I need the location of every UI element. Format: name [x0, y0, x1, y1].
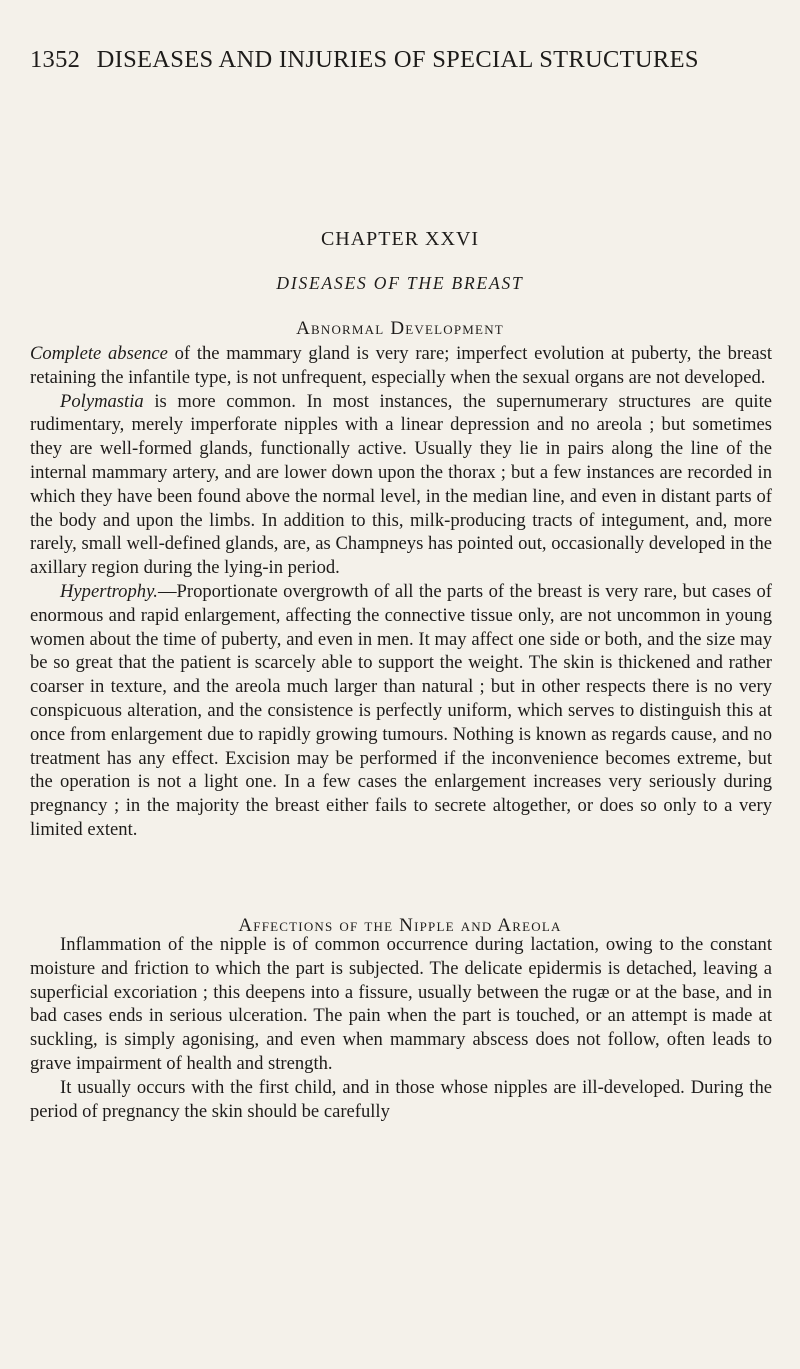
paragraph-polymastia [30, 390, 772, 580]
paragraph-text: of the mammary gland is very rare; imperfect evolution at puberty, the breast retaining the infantile type, is not unfrequent, especially when the sexual organs are not developed. [30, 343, 773, 388]
section-heading-abnormal-development: Abnormal Development [296, 318, 504, 339]
running-title: DISEASES AND INJURIES OF SPECIAL STRUCTURES [96, 46, 699, 73]
paragraph-text: is more common. In most instances, the supernumerary structures are quite rudimentary, merely imperforate nipples with a linear depression and no areola ; but sometimes they are well-formed glands, functionally active. Usually they lie in pairs along the line of the internal mammary artery, and are lower down upon the thorax ; but a few instances are recorded in which they have been found above the normal level, in the median line, and even in distant parts of the body and upon the limbs. In addition to this, milk-producing tracts of integument, and, more rarely, small well-defined glands, are, as Champneys has pointed out, occasionally developed in the axillary region during the lying-in period. [30, 390, 772, 579]
paragraph-text: —Proportionate overgrowth of all the parts of the breast is very rare, but cases of enormous and rapid enlargement, affecting the connective tissue only, are not uncommon in young women about the time of puberty, and even in men. It may affect one side or both, and the size may be so great that the patient is scarcely able to support the weight. The skin is thickened and rather coarser in texture, and the areola much larger than natural ; but in other respects there is no very conspicuous alteration, and the consistence is perfectly uniform, which serves to distinguish this at once from enlargement due to rapidly growing tumours. Nothing is known as regards cause, and no treatment has any effect. Excision may be performed if the inconvenience becomes extreme, but the operation is not a light one. In a few cases the enlargement increases very seriously during pregnancy ; in the majority the breast either fails to secrete altogether, or does so only to a very limited extent. [30, 580, 772, 840]
paragraph-text: It usually occurs with the first child, and in those whose nipples are ill-developed. During the period of pregnancy the skin should be carefully [30, 1076, 772, 1122]
chapter-subject: DISEASES OF THE BREAST [276, 273, 524, 293]
chapter-title: CHAPTER XXVI [320, 228, 480, 250]
paragraph-lead-term: Hypertrophy. [60, 580, 158, 602]
section-body-abnormal-development [30, 342, 772, 842]
paragraph-complete-absence [30, 342, 772, 390]
paragraph-lead-term: Complete absence [30, 343, 168, 364]
paragraph-first-child [30, 1076, 772, 1124]
paragraph-lead-term: Polymastia [60, 390, 144, 412]
page-number: 1352 [30, 46, 81, 73]
paragraph-hypertrophy [30, 580, 772, 842]
section-heading-nipple-areola: Affections of the Nipple and Areola [238, 915, 562, 936]
running-header [30, 46, 772, 74]
paragraph-text: Inflammation of the nipple is of common occurrence during lactation, owing to the constant moisture and friction to which the part is subjected. The delicate epidermis is detached, leaving a superficial excoriation ; this deepens into a fissure, usually between the rugæ or at the base, and in bad cases ends in serious ulceration. The pain when the part is touched, or an attempt is made at suckling, is simply agonising, and even when mammary abscess does not follow, often leads to grave impairment of health and strength. [30, 934, 772, 1074]
paragraph-inflammation [30, 933, 772, 1076]
section-body-nipple-areola [30, 933, 772, 1123]
